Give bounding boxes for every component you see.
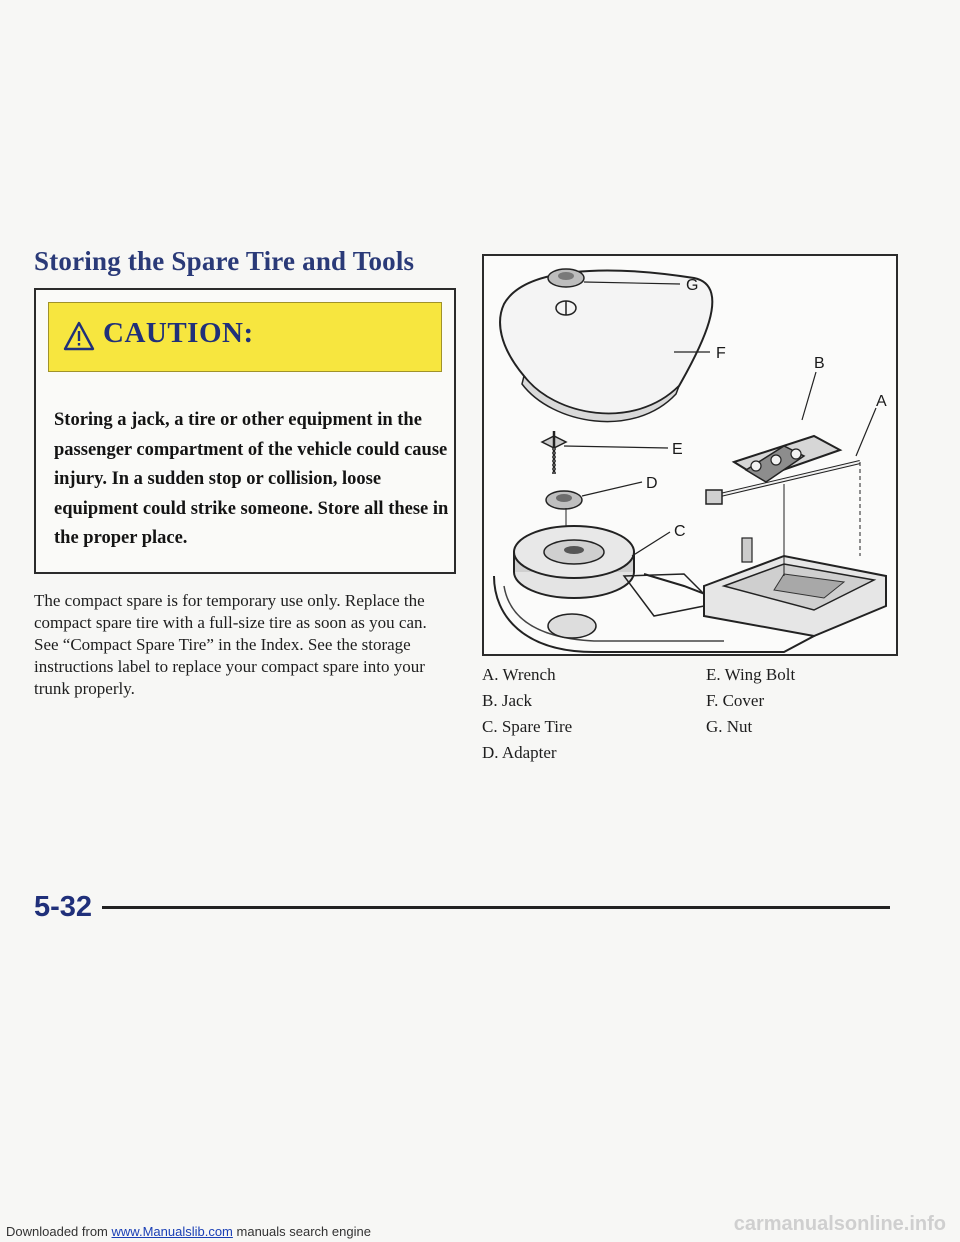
legend-item: D. Adapter bbox=[482, 743, 557, 762]
callout-g: G bbox=[686, 277, 699, 294]
legend-left bbox=[482, 662, 572, 766]
callout-b: B bbox=[814, 355, 825, 372]
body-paragraph: The compact spare is for temporary use only. Replace the compact spare tire with a full-size tire as soon as you can. See “Compact Spare Tire” in the Index. See the storage instructions label to replace your compact spare into your trunk properly. bbox=[34, 591, 427, 698]
legend-item: B. Jack bbox=[482, 691, 533, 710]
storage-diagram-drawing bbox=[484, 256, 896, 654]
legend-item: A. Wrench bbox=[482, 665, 556, 684]
legend-item: F. Cover bbox=[706, 691, 765, 710]
section-title: Storing the Spare Tire and Tools bbox=[34, 246, 415, 276]
brand-watermark: carmanualsonline.info bbox=[733, 1213, 946, 1235]
download-watermark bbox=[6, 1224, 371, 1239]
callout-e: E bbox=[672, 441, 683, 458]
spare-tire-storage-illustration bbox=[482, 254, 898, 656]
legend-item: E. Wing Bolt bbox=[706, 665, 796, 684]
caution-title: CAUTION: bbox=[103, 317, 254, 349]
legend-item: G. Nut bbox=[706, 717, 753, 736]
watermark-prefix: Downloaded from bbox=[6, 1224, 108, 1239]
caution-box bbox=[34, 288, 456, 574]
watermark-suffix: manuals search engine bbox=[236, 1224, 371, 1239]
callout-a: A bbox=[876, 393, 887, 410]
manualslib-link[interactable]: www.Manualslib.com bbox=[111, 1224, 233, 1239]
page-number: 5-32 bbox=[34, 891, 93, 923]
callout-f: F bbox=[716, 345, 726, 362]
legend-right bbox=[706, 662, 795, 740]
footer-divider bbox=[102, 906, 890, 909]
callout-d: D bbox=[646, 475, 658, 492]
legend-item: C. Spare Tire bbox=[482, 717, 573, 736]
caution-header bbox=[48, 302, 442, 372]
callout-c: C bbox=[674, 523, 686, 540]
caution-text: Storing a jack, a tire or other equipment in the passenger compartment of the vehicle could cause injury. In a sudden stop or collision, loose equipment could strike someone. Store all these in the proper place. bbox=[54, 410, 449, 548]
warning-triangle-icon bbox=[63, 321, 95, 351]
